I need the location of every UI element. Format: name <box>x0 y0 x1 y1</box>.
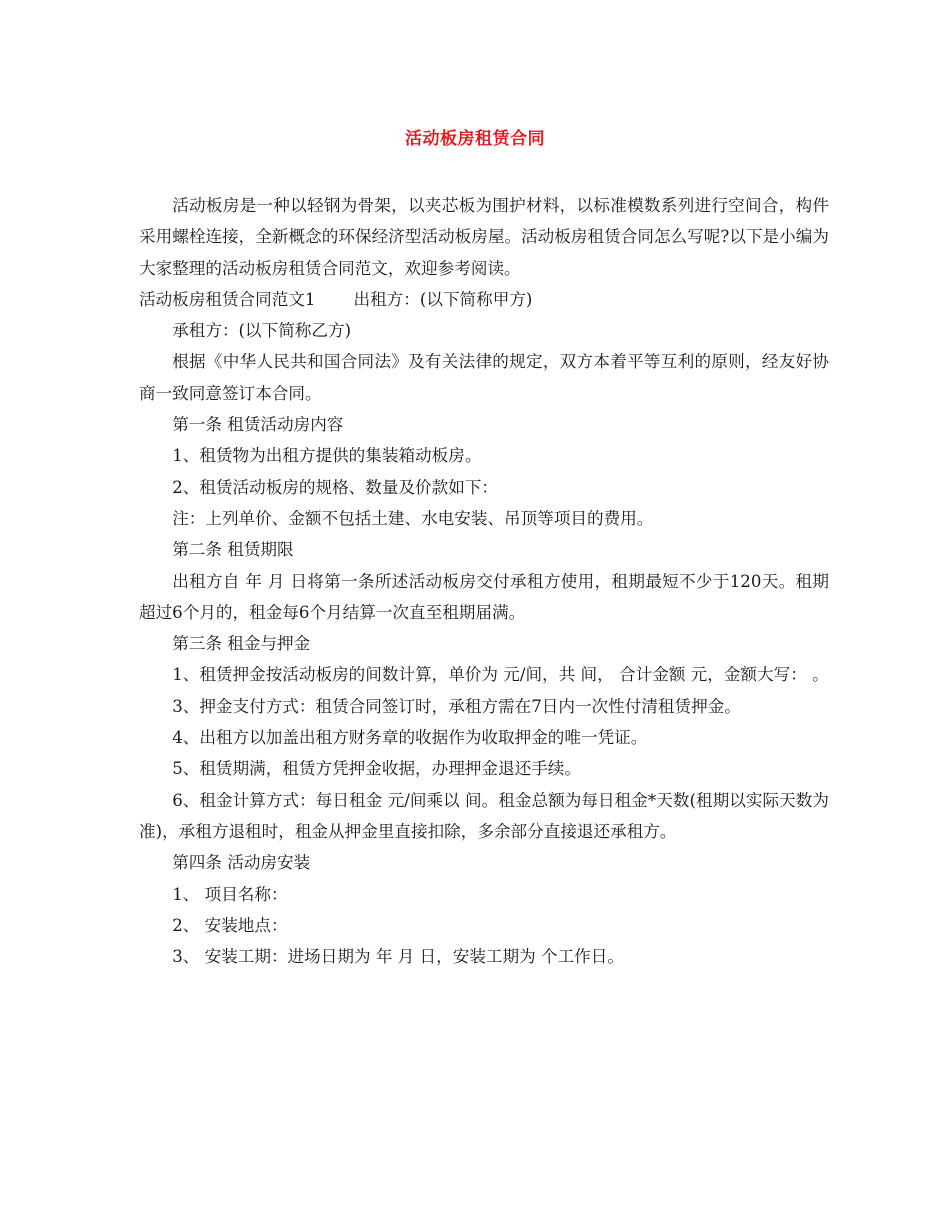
sample-heading: 活动板房租赁合同范文1 <box>139 289 316 309</box>
article4-item1: 1、 项目名称： <box>172 884 288 904</box>
article1-item2: 2、租赁活动板房的规格、数量及价款如下： <box>172 477 499 497</box>
article3-item3: 3、押金支付方式：租赁合同签订时，承租方需在7日内一次性付清租赁押金。 <box>172 696 741 716</box>
article4-title: 第四条 活动房安装 <box>172 853 311 873</box>
article3-item6: 6、租金计算方式：每日租金 元/间乘以 间。租金总额为每日租金*天数(租期以实际天数为准)，承租方退租时，租金从押金里直接扣除，多余部分直接退还承租方。 <box>139 790 829 841</box>
document-body <box>139 190 829 972</box>
lessee-line: 承租方：(以下简称乙方) <box>172 321 352 341</box>
article4-item3: 3、 安装工期：进场日期为 年 月 日，安装工期为 个工作日。 <box>172 947 624 967</box>
intro-paragraph: 活动板房是一种以轻钢为骨架，以夹芯板为围护材料，以标准模数系列进行空间合，构件采用螺栓连接，全新概念的环保经济型活动板房屋。活动板房租赁合同怎么写呢?以下是小编为大家整理的活动板房租赁合同范文，欢迎参考阅读。 <box>139 196 829 278</box>
article1-title: 第一条 租赁活动房内容 <box>172 415 344 435</box>
article3-title: 第三条 租金与押金 <box>172 634 311 654</box>
lessor-line: 出租方：(以下简称甲方) <box>353 289 533 309</box>
article1-note: 注：上列单价、金额不包括土建、水电安装、吊顶等项目的费用。 <box>172 508 654 528</box>
article3-item4: 4、出租方以加盖出租方财务章的收据作为收取押金的唯一凭证。 <box>172 728 648 748</box>
article3-item5: 5、租赁期满，租赁方凭押金收据，办理押金退还手续。 <box>172 759 581 779</box>
article1-item1: 1、租赁物为出租方提供的集装箱动板房。 <box>172 446 482 466</box>
article3-item1: 1、租赁押金按活动板房的间数计算，单价为 元/间，共 间， 合计金额 元，金额大写： 。 <box>172 665 829 685</box>
article4-item2: 2、 安装地点： <box>172 915 288 935</box>
article2-text: 出租方自 年 月 日将第一条所述活动板房交付承租方使用，租期最短不少于120天。租期超过6个月的，租金每6个月结算一次直至租期届满。 <box>139 571 829 622</box>
preamble-paragraph: 根据《中华人民共和国合同法》及有关法律的规定，双方本着平等互利的原则，经友好协商一致同意签订本合同。 <box>139 352 829 403</box>
sample-heading-line <box>139 284 829 315</box>
article2-title: 第二条 租赁期限 <box>172 540 294 560</box>
document-title: 活动板房租赁合同 <box>405 129 545 149</box>
